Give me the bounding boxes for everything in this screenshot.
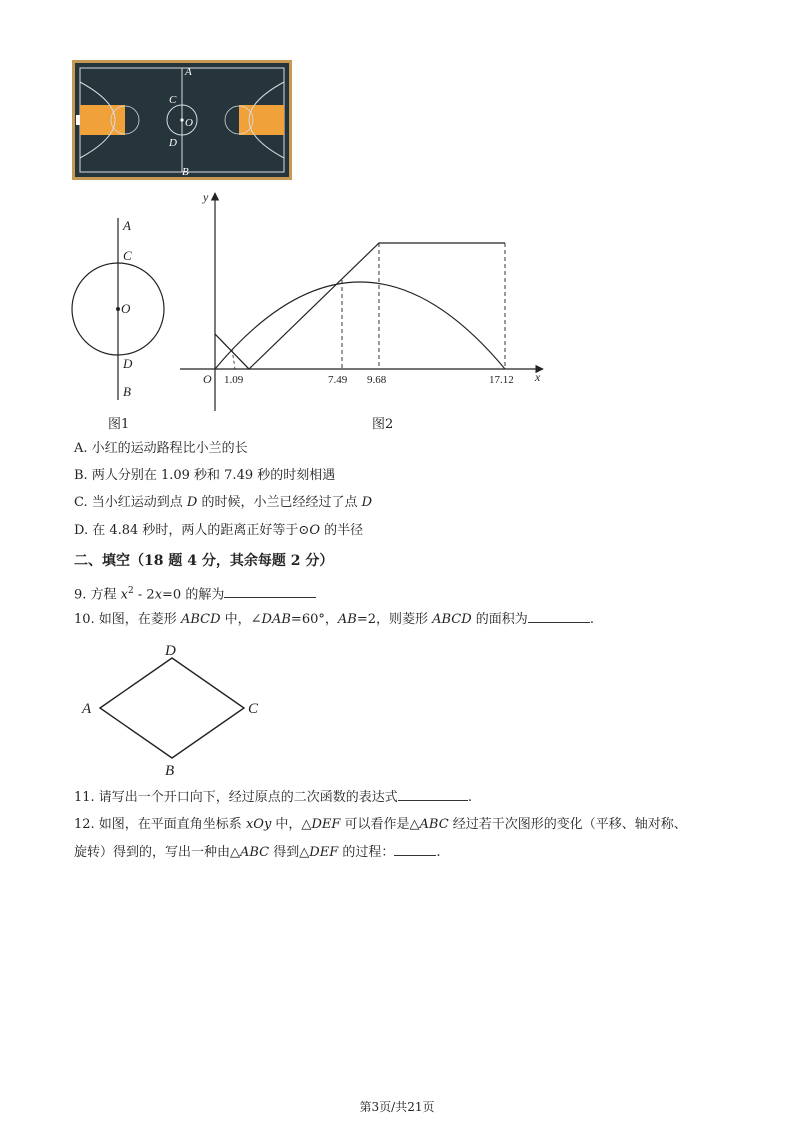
rhombus-label-b: B — [165, 763, 175, 779]
court-label-a: A — [185, 66, 192, 78]
question-12-line-2: 旋转）得到的，写出一种由△ABC 得到△DEF 的过程： . — [74, 845, 441, 860]
question-9: 9. 方程 $x^2 - 2x=0$ 的解为 — [74, 582, 316, 604]
tick-label-2: 7.49 — [328, 374, 348, 386]
rhombus-label-a: A — [82, 701, 92, 717]
option-c: C. 当小红运动到点 D 的时候，小兰已经经过了点 D — [74, 495, 373, 510]
fig1-label-c: C — [123, 248, 132, 263]
court-label-c: C — [169, 94, 177, 106]
x-axis-label: x — [535, 370, 541, 384]
answer-blank-11 — [398, 788, 468, 801]
figure-1-circle-diagram — [66, 218, 176, 400]
question-11: 11. 请写出一个开口向下，经过原点的二次函数的表达式 . — [74, 790, 472, 805]
option-b: B. 两人分别在 1.09 秒和 7.49 秒的时刻相遇 — [74, 468, 336, 483]
fig1-label-d: D — [123, 356, 133, 371]
tick-label-4: 17.12 — [489, 374, 514, 386]
answer-blank-10 — [528, 610, 590, 623]
rhombus-label-d: D — [165, 643, 176, 659]
tick-label-3: 9.68 — [367, 374, 387, 386]
answer-blank-9 — [224, 585, 316, 598]
rhombus-figure — [78, 638, 268, 780]
basketball-court-image — [72, 60, 292, 180]
origin-label: O — [203, 372, 212, 386]
fig1-label-o: O — [121, 301, 131, 316]
y-axis-label: y — [203, 190, 209, 204]
option-d: D. 在 4.84 秒时，两人的距离正好等于⊙O 的半径 — [74, 523, 364, 538]
fig1-label-b: B — [123, 384, 131, 399]
section-heading: 二、填空（18 题 4 分，其余每题 2 分） — [74, 553, 334, 569]
question-12-line-1: 12. 如图，在平面直角坐标系 xOy 中，△DEF 可以看作是△ABC 经过若干次图形的变化（平移、轴对称、 — [74, 817, 687, 832]
option-a: A. 小红的运动路程比小兰的长 — [74, 441, 248, 456]
rhombus-label-c: C — [248, 701, 259, 717]
court-label-o: O — [185, 117, 193, 129]
parabola-curve — [215, 282, 505, 369]
figure-1-caption: 图1 — [108, 417, 130, 432]
figure-2-graph — [175, 185, 555, 415]
page-footer: 第3页/共21页 — [359, 1100, 435, 1114]
answer-blank-12 — [394, 843, 436, 856]
tick-label-1: 1.09 — [224, 374, 244, 386]
court-label-b: B — [182, 166, 189, 178]
figure-2-caption: 图2 — [372, 417, 394, 432]
fig1-label-a: A — [123, 218, 131, 233]
piecewise-line — [215, 243, 505, 369]
court-label-d: D — [169, 137, 177, 149]
question-10: 10. 如图，在菱形 ABCD 中，∠DAB=60°，AB=2，则菱形 ABCD 的面积为 . — [74, 612, 594, 627]
